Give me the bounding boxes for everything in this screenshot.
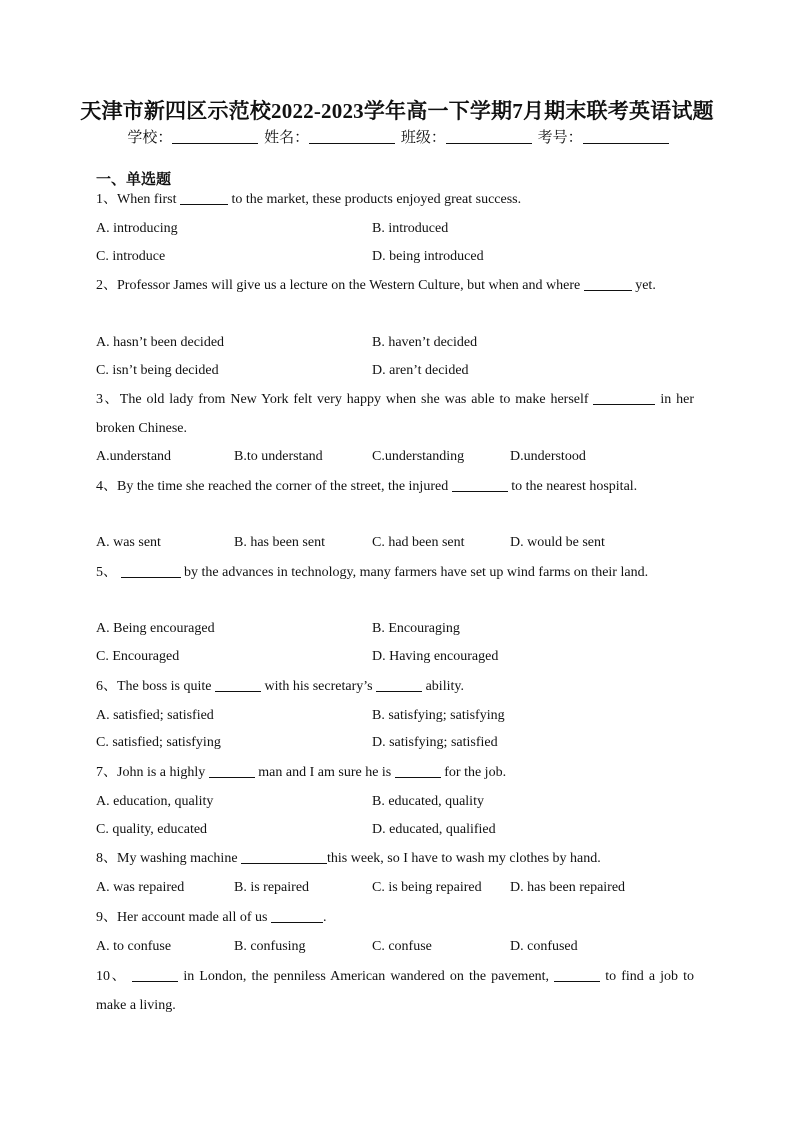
- option-b[interactable]: B. is repaired: [234, 880, 310, 895]
- answer-blank[interactable]: [452, 477, 508, 492]
- class-label: 班级：: [400, 130, 446, 146]
- section-title: 一、单选题: [96, 172, 172, 188]
- option-d[interactable]: D. aren’t decided: [372, 363, 469, 378]
- option-a[interactable]: A. was repaired: [96, 880, 185, 895]
- option-c[interactable]: C. satisfied; satisfying: [96, 735, 221, 750]
- option-d[interactable]: D. confused: [510, 939, 578, 954]
- option-d[interactable]: D. educated, qualified: [372, 822, 496, 837]
- question-text: By the time she reached the corner of the street, the injured: [117, 479, 449, 494]
- question-number: 8、: [96, 851, 117, 866]
- option-a[interactable]: A.understand: [96, 449, 172, 464]
- question-number: 9、: [96, 910, 117, 925]
- question-text: to the nearest hospital.: [511, 479, 638, 494]
- answer-blank[interactable]: [209, 763, 255, 778]
- option-b[interactable]: B. haven’t decided: [372, 335, 478, 350]
- answer-blank[interactable]: [554, 967, 600, 982]
- school-blank[interactable]: [172, 129, 258, 144]
- option-d[interactable]: D.understood: [510, 449, 586, 464]
- option-d[interactable]: D. would be sent: [510, 535, 605, 550]
- option-a[interactable]: A. education, quality: [96, 794, 214, 809]
- question-8: [96, 844, 694, 873]
- question-9: [96, 903, 694, 932]
- option-b[interactable]: B. has been sent: [234, 535, 325, 550]
- answer-blank[interactable]: [215, 677, 261, 692]
- answer-blank[interactable]: [376, 677, 422, 692]
- exam-number-blank[interactable]: [583, 129, 669, 144]
- question-4: [96, 472, 694, 501]
- question-10: [96, 962, 694, 1020]
- question-number: 4、: [96, 479, 117, 494]
- option-b[interactable]: B. Encouraging: [372, 621, 460, 636]
- question-text: yet.: [635, 278, 656, 293]
- answer-blank[interactable]: [132, 967, 178, 982]
- option-b[interactable]: B. introduced: [372, 221, 449, 236]
- option-c[interactable]: C. had been sent: [372, 535, 465, 550]
- option-c[interactable]: C.understanding: [372, 449, 465, 464]
- option-c[interactable]: C. introduce: [96, 249, 166, 264]
- question-text: this week, so I have to wash my clothes by hand.: [327, 851, 601, 866]
- school-label: 学校：: [127, 130, 173, 146]
- question-text: Her account made all of us: [117, 910, 268, 925]
- question-number: 1、: [96, 192, 117, 207]
- option-a[interactable]: A. hasn’t been decided: [96, 335, 225, 350]
- question-text: My washing machine: [117, 851, 238, 866]
- question-number: 3、: [96, 392, 120, 407]
- name-label: 姓名：: [264, 130, 310, 146]
- answer-blank[interactable]: [395, 763, 441, 778]
- question-text: When first: [117, 192, 177, 207]
- option-c[interactable]: C. quality, educated: [96, 822, 208, 837]
- option-a[interactable]: A. to confuse: [96, 939, 172, 954]
- question-text: in London, the penniless American wandered on the pavement,: [183, 969, 550, 984]
- option-a[interactable]: A. satisfied; satisfied: [96, 708, 214, 723]
- option-d[interactable]: D. has been repaired: [510, 880, 626, 895]
- option-b[interactable]: B. confusing: [234, 939, 306, 954]
- question-text: in her broken Chinese.: [96, 392, 695, 436]
- question-text: by the advances in technology, many farmers have set up wind farms on their land.: [184, 565, 649, 580]
- question-number: 6、: [96, 679, 117, 694]
- question-5: [96, 558, 694, 587]
- question-text: ability.: [425, 679, 464, 694]
- question-text: for the job.: [444, 765, 507, 780]
- answer-blank[interactable]: [271, 908, 323, 923]
- page-title: 天津市新四区示范校2022-2023学年高一下学期7月期末联考英语试题: [80, 99, 714, 123]
- question-text: The boss is quite: [117, 679, 212, 694]
- answer-blank[interactable]: [180, 190, 228, 205]
- student-info-line: [0, 126, 794, 147]
- question-text: with his secretary’s: [264, 679, 373, 694]
- question-1: [96, 185, 694, 214]
- question-number: 2、: [96, 278, 117, 293]
- question-text: .: [322, 910, 327, 925]
- question-text: man and I am sure he is: [258, 765, 392, 780]
- question-text: The old lady from New York felt very happy when she was able to make herself: [119, 392, 589, 407]
- question-6: [96, 672, 694, 701]
- answer-blank[interactable]: [241, 849, 327, 864]
- option-b[interactable]: B.to understand: [234, 449, 323, 464]
- question-text: to the market, these products enjoyed great success.: [231, 192, 522, 207]
- option-b[interactable]: B. satisfying; satisfying: [372, 708, 505, 723]
- option-a[interactable]: A. was sent: [96, 535, 161, 550]
- option-c[interactable]: C. confuse: [372, 939, 432, 954]
- option-c[interactable]: C. is being repaired: [372, 880, 482, 895]
- question-3: [96, 385, 694, 443]
- answer-blank[interactable]: [593, 390, 655, 405]
- option-d[interactable]: D. being introduced: [372, 249, 484, 264]
- question-number: 7、: [96, 765, 117, 780]
- answer-blank[interactable]: [584, 276, 632, 291]
- question-7: [96, 758, 694, 787]
- question-number: 5、: [96, 565, 117, 580]
- question-text: Professor James will give us a lecture on the Western Culture, but when and where: [117, 278, 581, 293]
- question-text: to find a job to make a living.: [96, 969, 695, 1013]
- class-blank[interactable]: [446, 129, 532, 144]
- question-text: John is a highly: [117, 765, 206, 780]
- option-d[interactable]: D. Having encouraged: [372, 649, 499, 664]
- option-a[interactable]: A. introducing: [96, 221, 178, 236]
- exam-number-label: 考号：: [537, 130, 583, 146]
- option-b[interactable]: B. educated, quality: [372, 794, 484, 809]
- option-d[interactable]: D. satisfying; satisfied: [372, 735, 498, 750]
- option-a[interactable]: A. Being encouraged: [96, 621, 215, 636]
- option-c[interactable]: C. isn’t being decided: [96, 363, 219, 378]
- name-blank[interactable]: [309, 129, 395, 144]
- question-2: [96, 271, 694, 300]
- answer-blank[interactable]: [121, 563, 181, 578]
- question-number: 10、: [96, 969, 128, 984]
- option-c[interactable]: C. Encouraged: [96, 649, 180, 664]
